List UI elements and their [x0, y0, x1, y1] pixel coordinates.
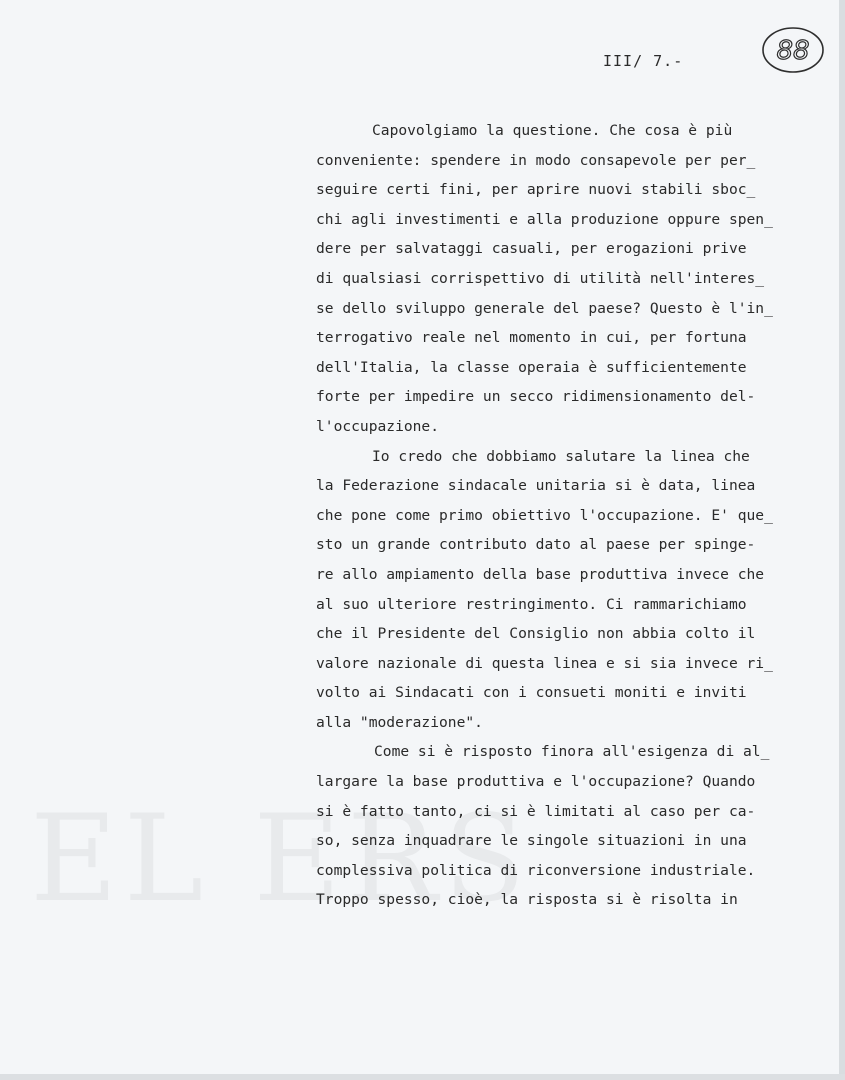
text-line: l'occupazione.: [316, 417, 440, 435]
text-line: re allo ampiamento della base produttiva invece che: [316, 565, 765, 583]
text-line: Io credo che dobbiamo salutare la linea che: [372, 447, 750, 465]
stamp-number: 88: [776, 36, 810, 66]
text-line: chi agli investimenti e alla produzione oppure spen_: [316, 210, 773, 228]
text-line: sto un grande contributo dato al paese per spinge-: [316, 536, 756, 554]
stamp-circle: [760, 24, 826, 76]
text-line: Capovolgiamo la questione. Che cosa è più: [372, 122, 733, 139]
text-line: conveniente: spendere in modo consapevole per per_: [316, 151, 756, 169]
text-line: dell'Italia, la classe operaia è sufficientemente: [316, 358, 747, 376]
text-line: seguire certi fini, per aprire nuovi stabili sboc_: [316, 181, 756, 199]
text-line: forte per impedire un secco ridimensionamento del-: [316, 388, 756, 406]
text-line: si è fatto tanto, ci si è limitati al caso per ca-: [316, 802, 756, 820]
text-line: che pone come primo obiettivo l'occupazione. E' que_: [316, 506, 773, 524]
scan-edge-right: [839, 0, 845, 1080]
text-line: la Federazione sindacale unitaria si è data, linea: [316, 477, 756, 495]
text-line: volto ai Sindacati con i consueti moniti e inviti: [316, 684, 747, 702]
text-line: largare la base produttiva e l'occupazione? Quando: [316, 773, 756, 791]
paragraph-2: [316, 442, 836, 738]
text-line: che il Presidente del Consiglio non abbia colto il: [316, 625, 756, 643]
scan-edge-bottom: [0, 1074, 845, 1080]
text-line: so, senza inquadrare le singole situazioni in una: [316, 832, 747, 850]
text-line: alla "moderazione".: [316, 713, 483, 731]
page-number-stamp: [760, 24, 826, 76]
document-body: [316, 116, 836, 915]
text-line: se dello sviluppo generale del paese? Questo è l'in_: [316, 299, 773, 317]
text-line: valore nazionale di questa linea e si sia invece ri_: [316, 654, 773, 672]
page-reference: III/ 7.-: [603, 52, 684, 70]
text-line: al suo ulteriore restringimento. Ci rammarichiamo: [316, 595, 747, 613]
text-line: di qualsiasi corrispettivo di utilità nell'interes_: [316, 269, 765, 287]
text-line: terrogativo reale nel momento in cui, per fortuna: [316, 329, 747, 347]
paragraph-1: [316, 116, 836, 442]
paragraph-3: [316, 737, 836, 915]
text-line: Come si è risposto finora all'esigenza di al_: [374, 743, 770, 761]
text-line: complessiva politica di riconversione industriale.: [316, 861, 756, 879]
text-line: dere per salvataggi casuali, per erogazioni prive: [316, 240, 747, 258]
text-line: Troppo spesso, cioè, la risposta si è risolta in: [316, 891, 738, 909]
